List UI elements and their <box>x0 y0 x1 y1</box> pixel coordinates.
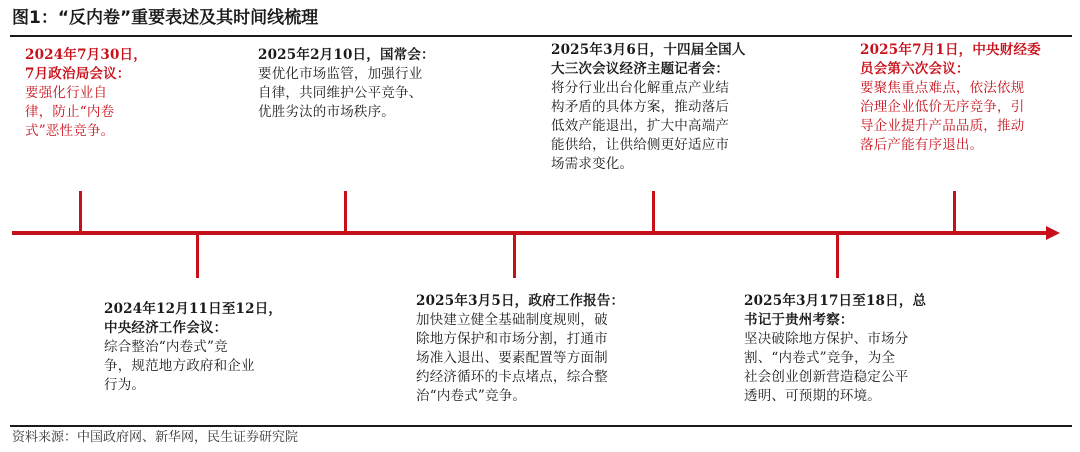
event-heading: 2024年7月30日， 7月政治局会议： <box>25 47 147 82</box>
timeline-event <box>744 292 926 406</box>
event-text: 要聚焦重点难点，依法依规 治理企业低价无序竞争，引 导企业提升产品品质，推动 落后产能有序退出。 <box>860 80 1025 153</box>
timeline-tick <box>836 233 839 278</box>
top-rule <box>10 35 1072 37</box>
event-heading: 2025年3月5日，政府工作报告： <box>416 293 625 309</box>
timeline-tick <box>953 191 956 233</box>
timeline-tick <box>196 233 199 278</box>
timeline-tick <box>79 191 82 233</box>
source-note: 资料来源：中国政府网、新华网，民生证券研究院 <box>12 430 299 445</box>
timeline-tick <box>513 233 516 278</box>
event-heading: 2025年3月17日至18日，总 书记于贵州考察： <box>744 293 927 328</box>
event-text: 将分行业出台化解重点产业结 构矛盾的具体方案，推动落后 低效产能退出，扩大中高端产 能供给，让供给侧更好适应市 场需求变化。 <box>551 80 730 172</box>
event-text: 坚决破除地方保护、市场分 割、“内卷式”竞争，为全 社会创业创新营造稳定公平 透明、可预期的环境。 <box>744 331 909 404</box>
timeline-tick <box>344 191 347 233</box>
timeline-tick <box>652 191 655 233</box>
event-heading: 2024年12月11日至12日， 中央经济工作会议： <box>104 301 283 336</box>
event-heading: 2025年2月10日，国常会： <box>258 47 435 63</box>
timeline-event <box>258 46 435 122</box>
event-text: 要强化行业自 律，防止“内卷 式”恶性竞争。 <box>25 85 115 139</box>
event-text: 加快建立健全基础制度规则，破 除地方保护和市场分割，打通市 场准入退出、要素配置等方面制 约经济循环的卡点堵点，综合整 治“内卷式”竞争。 <box>416 312 608 404</box>
figure-title: 图1：“反内卷”重要表述及其时间线梳理 <box>12 8 319 28</box>
bottom-rule <box>10 425 1072 427</box>
timeline-axis <box>12 231 1052 235</box>
timeline-event <box>104 300 282 395</box>
event-text: 要优化市场监管，加强行业 自律，共同维护公平竞争、 优胜劣汰的市场秩序。 <box>258 66 423 120</box>
timeline-event <box>25 46 147 141</box>
timeline-event <box>860 41 1041 155</box>
event-heading: 2025年3月6日，十四届全国人 大三次会议经济主题记者会： <box>551 42 746 77</box>
timeline-arrowhead <box>1046 226 1060 240</box>
timeline-event <box>416 292 624 406</box>
timeline-event <box>551 41 746 174</box>
event-text: 综合整治“内卷式”竞 争，规范地方政府和企业 行为。 <box>104 339 255 393</box>
event-heading: 2025年7月1日，中央财经委 员会第六次会议： <box>860 42 1041 77</box>
